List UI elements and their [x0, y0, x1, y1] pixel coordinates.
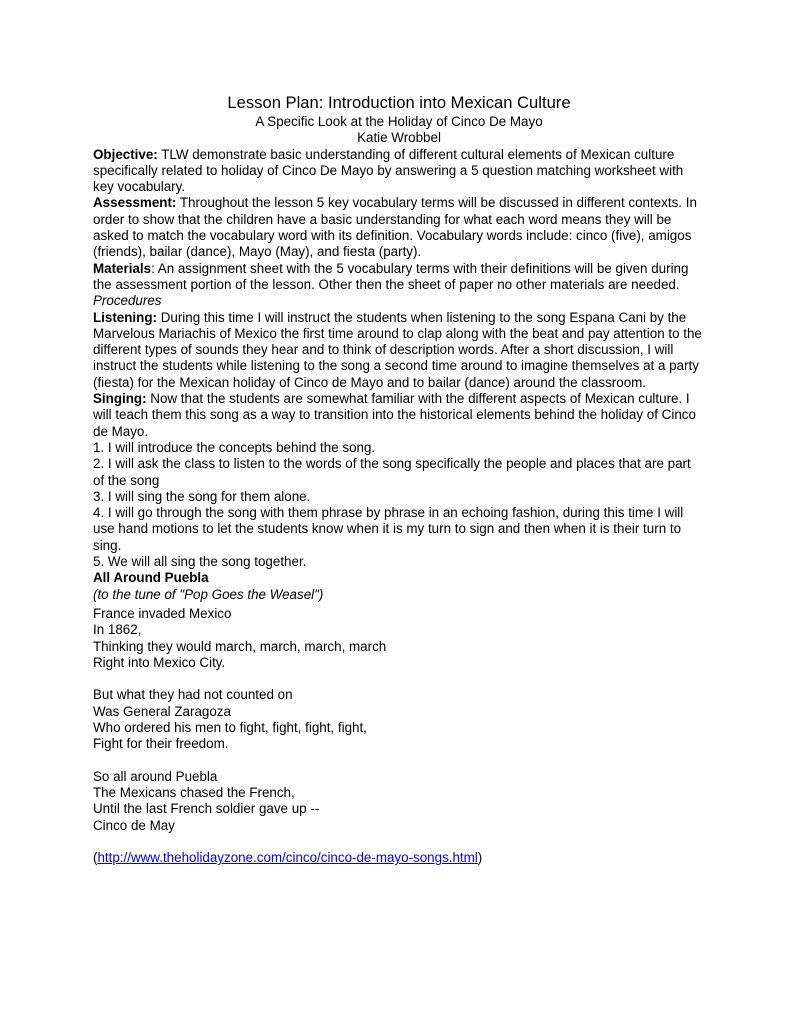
step-item: 5. We will all sing the song together.	[93, 554, 307, 570]
song-verse-1	[93, 606, 705, 671]
source-citation	[93, 850, 705, 866]
source-link[interactable]: http://www.theholidayzone.com/cinco/cinco-de-mayo-songs.html	[97, 850, 478, 866]
singing-paragraph	[93, 391, 705, 440]
document-author: Katie Wrobbel	[357, 130, 441, 146]
singing-label: Singing:	[93, 391, 147, 407]
lyric-line: Thinking they would march, march, march, march	[93, 638, 387, 654]
listening-label: Listening:	[93, 309, 157, 325]
objective-label: Objective:	[93, 146, 158, 162]
materials-paragraph	[93, 261, 705, 294]
procedures-heading: Procedures	[93, 293, 162, 309]
objective-text: TLW demonstrate basic understanding of different cultural elements of Mexican culture specifically related to holiday of Cinco De Mayo by answering a 5 question matching worksheet with key vocabulary.	[93, 146, 684, 195]
lyric-line: In 1862,	[93, 622, 142, 638]
song-verse-2	[93, 687, 705, 752]
objective-paragraph	[93, 147, 705, 196]
listening-paragraph	[93, 310, 705, 391]
lyric-line: The Mexicans chased the French,	[93, 785, 295, 801]
song-verse-3	[93, 769, 705, 834]
step-item: 4. I will go through the song with them phrase by phrase in an echoing fashion, during this time I will use hand motions to let the students know when it is my turn to sign and then when it is their turn to sing.	[93, 505, 684, 553]
lyric-line: So all around Puebla	[93, 768, 218, 784]
song-title: All Around Puebla	[93, 570, 209, 586]
singing-text: Now that the students are somewhat familiar with the different aspects of Mexican culture. I will teach them this song as a way to transition into the historical elements behind the holiday of Cinco de Mayo.	[93, 391, 696, 439]
lyric-line: Until the last French soldier gave up --	[93, 801, 320, 817]
lyric-line: Who ordered his men to fight, fight, fight, fight,	[93, 719, 367, 735]
document-subtitle: A Specific Look at the Holiday of Cinco De Mayo	[255, 114, 543, 129]
assessment-text: Throughout the lesson 5 key vocabulary terms will be discussed in different contexts. In order to show that the children have a basic understanding for what each word means they will be asked to match the vocabulary word with its definition. Vocabulary words include: cinco (five), amigos (friends), bailar (dance), Mayo (May), and fiesta (party).	[93, 195, 697, 260]
step-item: 1. I will introduce the concepts behind the song.	[93, 439, 376, 455]
lyric-line: Right into Mexico City.	[93, 654, 226, 670]
source-close-paren: )	[477, 850, 483, 866]
assessment-label: Assessment:	[93, 195, 177, 211]
step-item: 2. I will ask the class to listen to the words of the song specifically the people and places that are part of the song	[93, 456, 691, 488]
song-tune: (to the tune of "Pop Goes the Weasel")	[93, 586, 324, 602]
document-title: Lesson Plan: Introduction into Mexican Culture	[227, 93, 571, 112]
listening-text: During this time I will instruct the students when listening to the song Espana Cani by the Marvelous Mariachis of Mexico the first time around to clap along with the beat and pay attention to the different types of sounds they hear and to think of description words. After a short discussion, I will instruct the students while listening to the song a second time around to imagine themselves at a party (fiesta) for the Mexican holiday of Cinco de Mayo and to bailar (dance) around the classroom.	[93, 309, 702, 390]
lyric-line: France invaded Mexico	[93, 605, 232, 621]
lyric-line: Cinco de May	[93, 817, 175, 833]
materials-text: : An assignment sheet with the 5 vocabulary terms with their definitions will be given during the assessment portion of the lesson. Other then the sheet of paper no other materials are needed.	[93, 260, 689, 292]
lyric-line: Was General Zaragoza	[93, 703, 231, 719]
document-page	[93, 92, 705, 867]
materials-label: Materials	[93, 260, 152, 276]
lyric-line: Fight for their freedom.	[93, 736, 229, 752]
lyric-line: But what they had not counted on	[93, 687, 293, 703]
step-item: 3. I will sing the song for them alone.	[93, 488, 311, 504]
assessment-paragraph	[93, 195, 705, 260]
source-open-paren: (	[93, 850, 98, 866]
